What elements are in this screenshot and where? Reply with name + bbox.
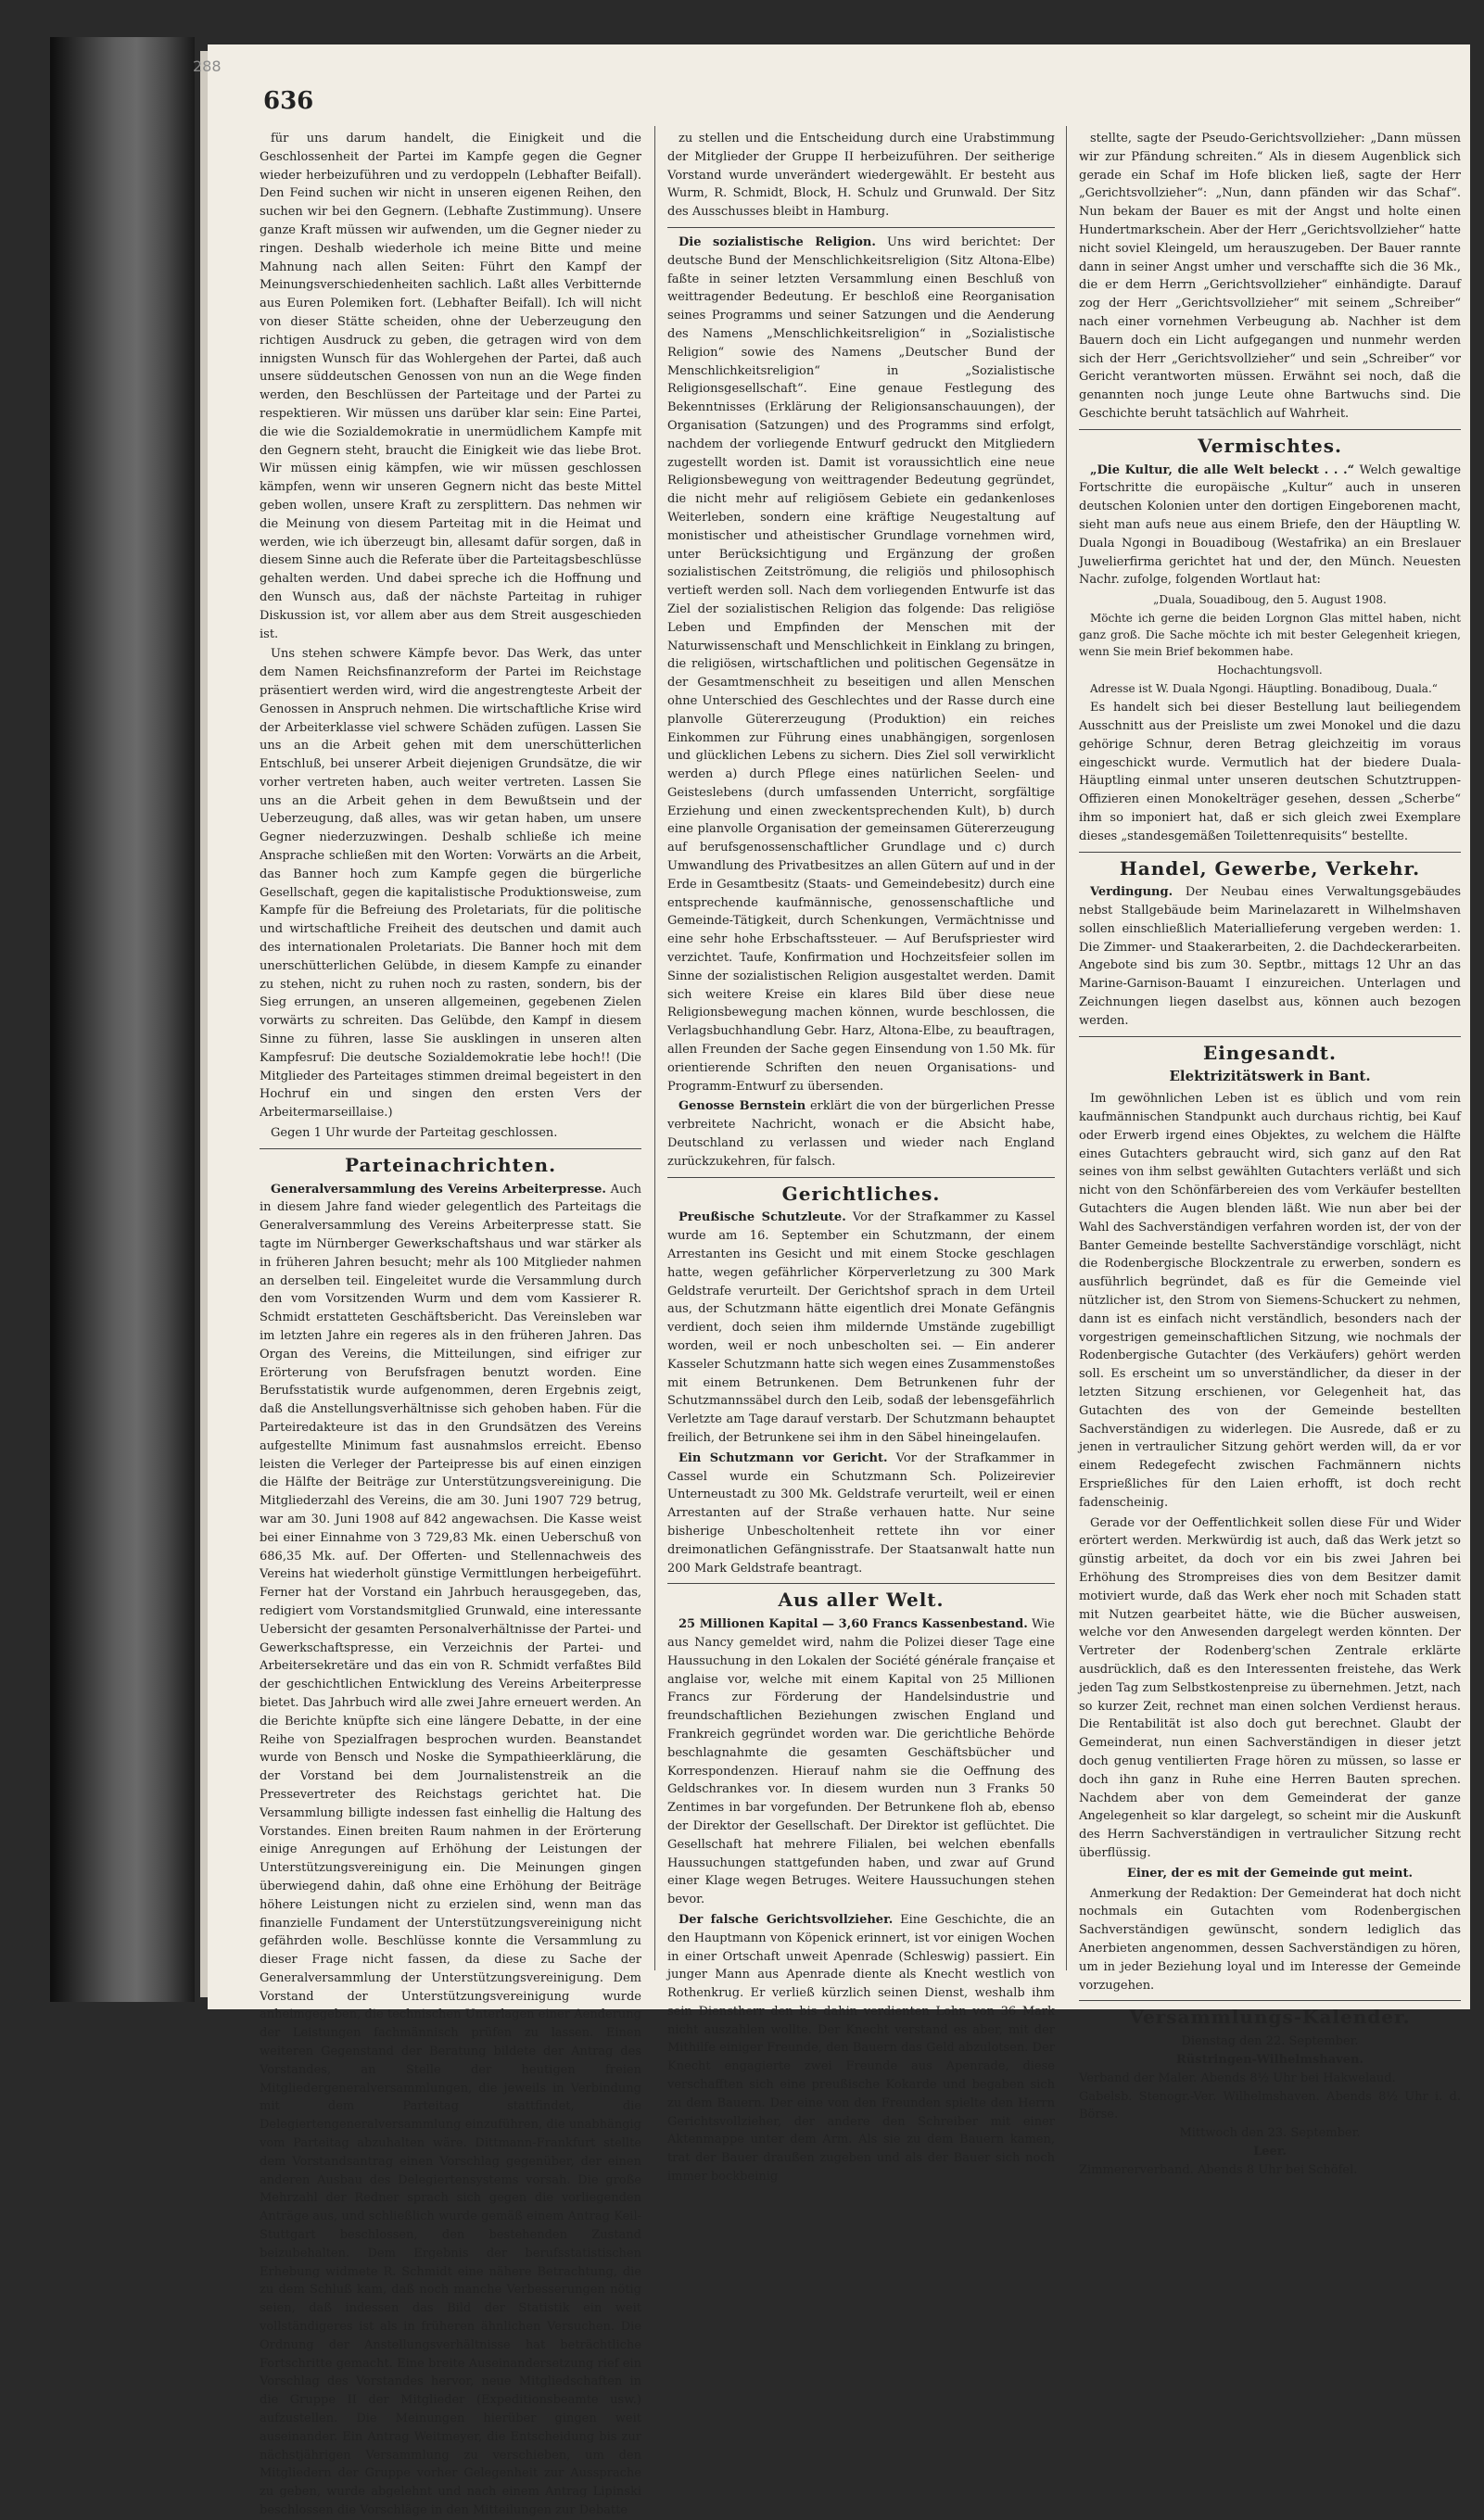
divider xyxy=(667,227,1055,228)
section-heading: Eingesandt. xyxy=(1202,1041,1338,1064)
paragraph: Im gewöhnlichen Leben ist es üblich und vom rein kaufmännischen Standpunkt auch durchaus richtig, bei Kauf oder Erwerb irgend eines Objektes, zu welchem die Hälfte eines Gutachters gebraucht wird, sich ganz auf den Rat seines von ihm selbst gewählten Gutachters verläßt und sich nicht von den Schönfärbereien des vom Verkäufer bestellten Gutachters die Augen blenden läßt. Wie nun aber bei der Wahl des Sachverständigen verfahren worden ist, der von der Banter Gemeinde bestellte Sachverständige vorschlägt, nicht die Rodenbergische Blockzentrale zu erwerben, sondern es ausführlich begründet, daß es für die Gemeinde viel nützlicher ist, den Strom von Siemens-Schuckert zu nehmen, dann ist es einfach nicht verständlich, besonders nach der vorgestrigen gemeinschaftlichen Sitzung, wie nochmals der Rodenbergische Gutachter (des Verkäufers) gehört werden soll. Es erscheint um so unverständlicher, da dieser in der letzten Sitzung erschienen, vor Gelegenheit hat, das Gutachten des von der Gemeinde bestellten Sachverständigen zu widerlegen. Die Ausrede, daß er zu jenen in vertraulicher Sitzung gehört werden will, da er vor einem Redegefecht zwischen Fachmännern nichts Ersprießliches für den Laien erhofft, ist doch recht fadenscheinig. xyxy=(1079,1092,1461,1510)
article-lead: „Die Kultur, die alle Welt beleckt . . .“ xyxy=(1090,462,1355,477)
column-rule xyxy=(1066,126,1067,1970)
paragraph: Eine Geschichte, die an den Hauptmann von Köpenick erinnert, ist vor einigen Wochen in einer Ortschaft unweit Apenrade (Schleswig) passiert. Ein junger Mann aus Apenrade diente als Knecht westlich von Rothenkrug. Er verließ kürzlich seinen Dienst, weshalb ihm sein Dienstherr den bis dahin verdienten Lohn von 36 Mark nicht auszahlen wollte. Der Knecht verstand es aber, mit der Mithilfe einiger Freunde, den Bauern das Geld abzulotsen. Der Knecht engagierte zwei Freunde aus Apenrade, diese verschafften sich eine preußische Kokarde und begaben sich zu dem Bauern. Der eine von den Freunden spielte den Herrn Gerichtsvollzieher, der andere den Schreiber mit einer Aktenmappe unter dem Arm. Als sie zu dem Bauern kamen, trat der Bauer draußen zugeben und als der Bauer sich noch immer bockbeinig xyxy=(667,1912,1055,2184)
section-heading: Handel, Gewerbe, Verkehr. xyxy=(1119,856,1421,880)
book-spine xyxy=(50,37,195,2002)
divider xyxy=(1079,2000,1461,2001)
article-lead: 25 Millionen Kapital — 3,60 Francs Kassenbestand. xyxy=(679,1617,1028,1632)
column-2 xyxy=(667,130,1055,2184)
column-rule xyxy=(654,126,655,1970)
calendar xyxy=(1079,2032,1461,2179)
article-lead: Ein Schutzmann vor Gericht. xyxy=(679,1450,888,1465)
paragraph: Gegen 1 Uhr wurde der Parteitag geschlossen. xyxy=(271,1126,558,1141)
paragraph: Vor der Strafkammer zu Kassel wurde am 16. September ein Schutzmann, der einem Arrestanten ins Gesicht und mit einem Stocke geschlagen hatte, wegen gefährlicher Körperverletzung zu 300 Mark Geldstrafe verurteilt. Der Gerichtshof sprach in dem Urteil aus, der Schutzmann hätte eigentlich drei Monate Gefängnis verdient, doch seien ihm mildernde Umstände zugebilligt worden, weil er noch unbescholten sei. — Ein anderer Kasseler Schutzmann hatte sich wegen eines Zusammenstoßes mit einem Betrunkenen. Dem Betrunkenen fuhr der Schutzmannssäbel durch den Leib, sodaß der lebensgefährlich Verletzte am Tage darauf verstarb. Der Schutzmann behauptet freilich, der Betrunkene sei ihm in den Säbel hineingelaufen. xyxy=(667,1210,1055,1445)
paragraph: zu stellen und die Entscheidung durch eine Urabstimmung der Mitglieder der Gruppe II herbeizuführen. Der seitherige Vorstand wurde unverändert wiedergewählt. Er besteht aus Wurm, R. Schmidt, Block, H. Schulz und Grunwald. Der Sitz des Ausschusses bleibt in Hamburg. xyxy=(667,132,1055,220)
divider xyxy=(667,1583,1055,1584)
article-subheading: Elektrizitätswerk in Bant. xyxy=(1169,1068,1371,1085)
calendar-entry: Verband der Maler. Abends 8½ Uhr bei Hakwelaud. xyxy=(1079,2070,1396,2085)
article-lead: Generalversammlung des Vereins Arbeiterpresse. xyxy=(271,1182,606,1197)
paragraph: erklärt die von der bürgerlichen Presse verbreitete Nachricht, wonach er die Absicht habe, Deutschland zu verlassen und wieder nach England zurückzukehren, für falsch. xyxy=(667,1099,1055,1169)
letter-address: Adresse ist W. Duala Ngongi. Häuptling. Bonadiboug, Duala.“ xyxy=(1090,682,1438,696)
divider xyxy=(667,1177,1055,1178)
calendar-place: Leer. xyxy=(1253,2144,1287,2159)
column-1 xyxy=(260,130,641,2517)
paragraph: Der Neubau eines Verwaltungsgebäudes nebst Stallgebäude beim Marinelazarett in Wilhelmshaven sollen einschließlich Materiallieferung vergeben werden: 1. Die Zimmer- und Staakerarbeiten, 2. die Dachdeckerarbeiten. Angebote sind bis zum 30. Septbr., mittags 12 Uhr an das Marine-Garnison-Bauamt I einzureichen. Unterlagen und Zeichnungen liegen daselbst aus, können auch bezogen werden. xyxy=(1079,885,1461,1028)
section-heading: Aus aller Welt. xyxy=(778,1589,945,1612)
divider xyxy=(260,1148,641,1149)
divider xyxy=(1079,852,1461,853)
letter-date: „Duala, Souadiboug, den 5. August 1908. xyxy=(1153,593,1387,607)
signature: Einer, der es mit der Gemeinde gut meint. xyxy=(1126,1866,1414,1881)
article-lead: Die sozialistische Religion. xyxy=(679,234,876,249)
paragraph: Uns wird berichtet: Der deutsche Bund der Menschlichkeitsreligion (Sitz Altona-Elbe) faßte in seiner letzten Versammlung einen Beschluß von weittragender Bedeutung. Er beschloß eine Reorganisation seines Programms und seiner Satzungen und die Aenderung des Namens „Menschlichkeitsreligion“ in „Sozialistische Religion“ sowie des Namens „Deutscher Bund der Menschlichkeitsreligion“ in „Sozialistische Religionsgesellschaft“. Eine genaue Festlegung des Bekenntnisses (Erklärung der Religionsanschauungen), der Organisation (Satzungen) und des Programms sind erfolgt, nachdem der vorliegende Entwurf gedruckt den Mitgliedern zugestellt worden ist. Damit ist voraussichtlich eine neue Religionsbewegung von weittragender Bedeutung gegründet, die nicht mehr auf religiösem Gebiete ein gedankenloses Weiterleben, sondern eine kräftige Neugestaltung auf monistischer und atheistischer Grundlage vornehmen wird, unter Berücksichtigung und Ergänzung der großen sozialistischen Zeitströmung, die religiös und philosophisch vertieft werden soll. Nach dem vorliegenden Entwurfe ist das Ziel der sozialistischen Religion das folgende: Das religiöse Leben und Empfinden der Menschen mit der Naturwissenschaft und Menschlichkeit in Einklang zu bringen, die religiösen, wirtschaftlichen und politischen Gegensätze in der Gesamtmenschheit zu beseitigen und allen Menschen ohne Unterschied des Geschlechtes und der Rasse durch eine planvolle Gütererzeugung (Produktion) ein reiches Einkommen zur Führung eines unabhängigen, sorgenlosen und glücklichen Lebens zu sichern. Dies Ziel soll verwirklicht werden a) durch Pflege eines natürlichen Seelen- und Geisteslebens (durch umfassenden Unterricht, sorgfältige Erziehung und einen zweckentsprechenden Kult), b) durch eine planvolle Organisation der gemeinsamen Gütererzeugung auf berufsgenossenschaftlicher Grundlage und c) durch Umwandlung des Privatbesitzes an allen Gütern auf und in der Erde in Gesamtbesitz (Staats- und Gemeindebesitz) durch eine entsprechende kaufmännische, genossenschaftliche und Gemeinde-Tätigkeit, durch Schenkungen, Vermächtnisse und eine sehr hohe Erbschaftssteuer. — Auf Berufspriester wird verzichtet. Taufe, Konfirmation und Hochzeitsfeier sollen im Sinne der sozialistischen Religion ausgestaltet werden. Damit sich weitere Kreise ein klares Bild über diese neue Religionsbewegung machen können, wurde beschlossen, die Verlagsbuchhandlung Gebr. Harz, Altona-Elbe, zu beauftragen, allen Freunden der Sache gegen Einsendung von 1.50 Mk. für orientierende Schriften den neuen Organisations- und Programm-Entwurf zu übersenden. xyxy=(667,234,1055,1094)
paragraph: für uns darum handelt, die Einigkeit und die Geschlossenheit der Partei im Kampfe gegen die Gegner wieder herbeizuführen und zu verdoppeln (Lebhafter Beifall). Den Feind suchen wir nicht in unseren eigenen Reihen, den suchen wir bei den Gegnern. (Lebhafte Zustimmung). Unsere ganze Kraft müssen wir aufwenden, um die Gegner nieder zu ringen. Deshalb wiederhole ich meine Bitte und meine Mahnung nach allen Seiten: Führt den Kampf der Meinungsverschiedenheiten sachlich. Laßt alles Verbitternde aus Euren Polemiken fort. (Lebhafter Beifall). Ich will nicht von dieser Stätte scheiden, ohne der Ueberzeugung den richtigen Ausdruck zu geben, die getragen wird von dem innigsten Wunsch für das Wohlergehen der Partei, daß auch unsere süddeutschen Genossen von nun an die Wege finden werden, den Beschlüssen der Parteitage und der Partei zu respektieren. Wir müssen uns darüber klar sein: Eine Partei, die wie die Sozialdemokratie in unermüdlichem Kampfe mit den Gegnern steht, braucht die Einigkeit wie das liebe Brot. Wir müssen einig kämpfen, wie wir müssen geschlossen kämpfen, wenn wir unseren Gegnern nicht das beste Mittel geben wollen, unsere Kraft zu zersplittern. Das nehmen wir die Meinung von diesem Parteitag mit in die Heimat und werden, wie ich überzeugt bin, allesamt dafür sorgen, daß in diesem Sinne auch die Referate über die Parteitagsbeschlüsse gehalten werden. Und dabei spreche ich die Hoffnung und den Wunsch aus, daß der nächste Parteitag in ruhiger Diskussion ist, vor allem aber aus dem Streit ausgeschieden ist. xyxy=(260,132,641,641)
divider xyxy=(1079,429,1461,430)
paragraph: Uns stehen schwere Kämpfe bevor. Das Werk, das unter dem Namen Reichsfinanzreform der Partei im Reichstage präsentiert werden wird, wird die angestrengteste Arbeit der Genossen in Anspruch nehmen. Die wirtschaftliche Krise wird der Arbeiterklasse viel schwere Schäden zufügen. Lassen Sie uns an die Arbeit gehen mit dem unerschütterlichen Entschluß, bei unserer Arbeit diejenigen Grundsätze, die wir vorher vertreten haben, auch weiter vertreten. Lassen Sie uns an die Arbeit gehen in dem Bewußtsein und der Ueberzeugung, daß alles, was wir getan haben, um unsere Gegner niederzuzwingen. Deshalb schließe ich meine Ansprache schließen mit den Worten: Vorwärts an die Arbeit, das Banner hoch zum Kampfe gegen die bürgerliche Gesellschaft, gegen die kapitalistische Produktionsweise, zum Kampfe für die Befreiung des Proletariats, für die politische und wirtschaftliche Freiheit des deutschen und damit auch des internationalen Proletariats. Die Banner hoch mit dem unerschütterlichen Gelübde, in diesem Kampfe zu einander zu stehen, nicht zu ruhen noch zu rasten, sondern, bis der Sieg errungen, an unseren allgemeinen, gegebenen Zielen vorwärts zu schreiten. Das Gelübde, den Kampf in diesem Sinne zu führen, lasse Sie ausklingen in unseren alten Kampfesruf: Die deutsche Sozialdemokratie lebe hoch!! (Die Mitglieder des Parteitages stimmen dreimal begeistert in den Hochruf ein und singen den ersten Vers der Arbeitermarseillaise.) xyxy=(260,647,641,1121)
section-heading: Versammlungs-Kalender. xyxy=(1129,2006,1411,2029)
paragraph: Es handelt sich bei dieser Bestellung laut beiliegendem Ausschnitt aus der Preisliste um zwei Monokel und die dazu gehörige Schnur, deren Betrag gleichzeitig im voraus eingeschickt wurde. Vermutlich hat der biedere Duala-Häuptling einmal unter unseren deutschen Schutztruppen-Offizieren einen Monokelträger gesehen, dessen „Scherbe“ ihm so imponiert hat, daß er sich gleich zwei Exemplare dieses „standesgemäßen Toilettenrequisits“ bestellte. xyxy=(1079,701,1461,843)
paragraph: Gerade vor der Oeffentlichkeit sollen diese Für und Wider erörtert werden. Merkwürdig ist auch, daß das Werk jetzt so günstig arbeitet, da doch vor ein bis zwei Jahren bei Erhöhung des Strompreises dies von dem Besitzer damit motiviert wurde, daß das Werk eher noch mit Schaden statt mit Nutzen gearbeitet hätte, wie die Bücher ausweisen, welche vor den Anwesenden dargelegt werden könnten. Der Vertreter der Rodenberg'schen Zentrale erklärte ausdrücklich, daß es den Interessenten freistehe, das Werk jeden Tag zum Selbstkostenpreise zu übernehmen. Jetzt, nach so kurzer Zeit, rechnet man einen solchen Verdienst heraus. Die Rentabilität ist also doch gut berechnet. Glaubt der Gemeinderat, nun einen Sachverständigen in dieser jetzt doch genug ventilierten Frage hören zu müssen, so lasse er doch ihn ganz in Ruhe eine Herren Bauten sprechen. Nachdem aber von dem Gemeinderat der ganze Angelegenheit so klar dargelegt, so scheint mir die Auskunft des Herrn Sachverständigen in vertraulicher Sitzung recht überflüssig. xyxy=(1079,1515,1461,1860)
editor-note: Anmerkung der Redaktion: Der Gemeinderat hat doch nicht nochmals ein Gutachten vom Rodenbergischen Sachverständigen gewünscht, sondern lediglich das Anerbieten angenommen, dessen Sachverständigen zu hören, um in jeder Beziehung loyal und im Interesse der Gemeinde vorzugehen. xyxy=(1079,1886,1461,1993)
calendar-place: Rüstringen-Wilhelmshaven. xyxy=(1176,2052,1364,2067)
article-lead: Genosse Bernstein xyxy=(679,1099,806,1114)
calendar-entry: Gabelsb. Stenogr.-Ver. Wilhelmshaven. Abends 8½ Uhr i. d. Börse. xyxy=(1079,2089,1461,2122)
page-number: 636 xyxy=(263,87,314,115)
calendar-date: Mittwoch den 23. September. xyxy=(1179,2126,1361,2141)
newspaper-page xyxy=(193,44,1470,2517)
article-lead: Der falsche Gerichtsvollzieher. xyxy=(679,1912,894,1927)
calendar-date: Dienstag den 22. September. xyxy=(1181,2034,1359,2049)
pencil-mark: 288 xyxy=(193,57,222,75)
section-heading: Parteinachrichten. xyxy=(344,1153,557,1176)
section-heading: Vermischtes. xyxy=(1198,434,1342,457)
article-lead: Verdingung. xyxy=(1090,885,1173,900)
divider xyxy=(1079,1036,1461,1037)
calendar-entry: Zimmererverband. Abends 8 Uhr bei Schöfel. xyxy=(1079,2162,1358,2177)
column-3 xyxy=(1079,130,1462,2177)
section-heading: Gerichtliches. xyxy=(781,1182,941,1205)
article-lead: Preußische Schutzleute. xyxy=(679,1210,846,1225)
paragraph: Vor der Strafkammer in Cassel wurde ein Schutzmann Sch. Polizeirevier Unterneustadt zu 300 Mk. Geldstrafe verurteilt, weil er einen Arrestanten auf der Straße verhauen hatte. Nur seine bisherige Unbescholtenheit rettete ihn vor einer dreimonatlichen Gefängnisstrafe. Der Staatsanwalt hatte nun 200 Mark Geldstrafe beantragt. xyxy=(667,1450,1055,1576)
paragraph: Wie aus Nancy gemeldet wird, nahm die Polizei dieser Tage eine Haussuchung in den Lokalen der Société générale française et anglaise vor, welche mit einem Kapital von 25 Millionen Francs zur Förderung der Handelsindustrie und freundschaftlichen Beziehungen zwischen England und Frankreich gegründet worden war. Die gerichtliche Behörde beschlagnahmte die gesamten Geschäftsbücher und Korrespondenzen. Hierauf nahm sie die Oeffnung des Geldschrankes vor. In diesem wurden nun 3 Franks 50 Zentimes in bar vorgefunden. Der Betrunkene floh ab, ebenso der Direktor der Gesellschaft. Der Direktor ist geflüchtet. Die Gesellschaft hat mehrere Filialen, bei welchen ebenfalls Haussuchungen stattgefunden haben, und zwar auf Grund einer Klage wegen Betruges. Weitere Haussuchungen stehen bevor. xyxy=(667,1617,1055,1907)
paragraph: stellte, sagte der Pseudo-Gerichtsvollzieher: „Dann müssen wir zur Pfändung schreiten.“ Als in diesem Augenblick sich gerade ein Schaf im Hofe blicken ließ, sagte der Herr „Gerichtsvollzieher“: „Nun, dann pfänden wir das Schaf“. Nun bekam der Bauer es mit der Angst und holte einen Hundertmarkschein. Aber der Herr „Gerichtsvollzieher“ hatte nicht soviel Kleingeld, um herauszugeben. Der Bauer rannte dann in seiner Angst umher und verschaffte sich die 36 Mk., die er dem Herrn „Gerichtsvollzieher“ einhändigte. Darauf zog der Herr „Gerichtsvollzieher“ mit seinem „Schreiber“ nach einer vornehmen Verbeugung ab. Nachher ist dem Bauern doch ein Licht aufgegangen und nunmehr werden sich der Herr „Gerichtsvollzieher“ und sein „Schreiber“ vor Gericht verantworten müssen. Erwähnt sei noch, daß die genannten noch junge Leute ohne Bartwuchs sind. Die Geschichte beruht tatsächlich auf Wahrheit. xyxy=(1079,132,1461,421)
paragraph: Auch in diesem Jahre fand wieder gelegentlich des Parteitags die Generalversammlung des Vereins Arbeiterpresse statt. Sie tagte im Nürnberger Gewerkschaftshaus und war stärker als in früheren Jahren besucht; mehr als 100 Mitglieder nahmen an derselben teil. Eingeleitet wurde die Versammlung durch den vom Vorsitzenden Wurm und dem vom Kassierer R. Schmidt erstatteten Geschäftsbericht. Das Vereinsleben war im letzten Jahre ein regeres als in den früheren Jahren. Das Organ des Vereins, die Mitteilungen, sind eifriger zur Erörterung von Berufsfragen benutzt worden. Eine Berufsstatistik wurde aufgenommen, deren Ergebnis zeigt, daß die Anstellungsverhältnisse sich gehoben haben. Für die Parteiredakteure ist das in den Grundsätzen des Vereins aufgestellte Minimum fast ausnahmslos erreicht. Ebenso leisten die Verleger der Parteipresse bis auf einen einzigen die Hälfte der Beiträge zur Unterstützungsvereinigung. Die Mitgliederzahl des Vereins, die am 30. Juni 1907 729 betrug, war am 30. Juni 1908 auf 842 angewachsen. Die Kasse weist bei einer Einnahme von 3 729,83 Mk. einen Ueberschuß von 686,35 Mk. auf. Der Offerten- und Stellennachweis des Vereins hat wiederholt günstige Vermittlungen herbeigeführt. Ferner hat der Vorstand ein Jahrbuch herausgegeben, das, redigiert vom Vorstandsmitglied Grunwald, eine interessante Uebersicht der gesamten Personalverhältnisse der Partei- und Gewerkschaftspresse, ein Verzeichnis der Partei- und Arbeitersekretäre und das ein von R. Schmidt verfaßtes Bild der geschichtlichen Entwicklung des Vereins Arbeiterpresse bietet. Das Jahrbuch wird alle zwei Jahre erneuert werden. An die Berichte knüpfte sich eine längere Debatte, in der eine Reihe von Spezialfragen besprochen wurden. Beanstandet wurde von Bensch und Noske die Sympathieerklärung, die der Vorstand bei dem Journalistenstreik an die Pressevertreter des Reichstags gerichtet hat. Die Versammlung billigte indessen fast einhellig die Haltung des Vorstandes. Einen breiten Raum nahmen in der Erörterung einige Anregungen auf Erhöhung der Leistungen der Unterstützungsvereinigung ein. Die Meinungen gingen überwiegend dahin, daß ohne eine Erhöhung der Beiträge höhere Leistungen nicht zu erzielen sind, wenn man das finanzielle Fundament der Unterstützungsvereinigung nicht gefährden wolle. Beschlüsse konnte die Versammlung zu dieser Frage nicht fassen, da diese zu Sache der Generalversammlung der Unterstützungsvereinigung. Dem Vorstand der Unterstützungsvereinigung wurde anheimgegeben, die technischen Unterlagen einer Aenderung der Leistungen fachmännisch prüfen zu lassen. Einen weiteren Gegenstand der Beratung bildete der Antrag des Vorstandes, an Stelle der heutigen freien Mitgliedergeneralversammlungen, die jeweils in Verbindung mit dem Parteitag stattfindet, die Delegiertengeneralversammlung einzuführen, die unabhängig vom Parteitag abzuhalten wäre. Dittmann-Frankfurt stellte dem Vorstandsantrag einen Vorschlag gegenüber, der einen anderen Ausbau des Delegiertensystems vorsah. Die große Mehrzahl der Redner sprach sich gegen die vorliegenden Anträge aus, und schließlich wurde gemäß einem Antrag Keil-Stuttgart beschlossen, den bestehenden Zustand beizubehalten. Dem Ergebnis der berufsstatistischen Erhebung widmete R. Schmidt eine nähere Betrachtung, die zu dem Schluß kam, daß noch manche Verbesserungen nötig seien, daß indessen das Bild der Statistik ein weit vollständigeres ist als in früheren ähnlichen Versuchen. Die Ordnung der Anstellungsverhältnisse hat beträchtliche Fortschritte gemacht. Eine breite Auseinandersetzung rief ein Vorschlag des Vorstandes hervor, neue Mitgliedschaften in die Gruppe II der Mitglieder (Expeditionsbeamte usw.) aufzustellen. Die Meinungen hierüber gingen weit auseinander. Ein Antrag Weitmeyer, die Entscheidung bis zur nächstjährigen Versammlung zu verschieben, um den Mitgliedern der Gruppe vorher Gelegenheit zur Aussprache zu geben, wurde abgelehnt und nach einem Antrag Lipinski beschlossen die Vorschläge in den Mitteilungen zur Debatte xyxy=(260,1182,641,2517)
paragraph: Welch gewaltige Fortschritte die europäische „Kultur“ auch in unseren deutschen Kolonien unter den dortigen Eingeborenen macht, sieht man aufs neue aus einem Briefe, den der Häuptling W. Duala Ngongi in Bouadiboug (Westafrika) an ein Breslauer Juwelierfirma gerichtet hat und der, den Münch. Neuesten Nachr. zufolge, folgenden Wortlaut hat: xyxy=(1079,462,1462,588)
letter-body: Möchte ich gerne die beiden Lorgnon Glas mittel haben, nicht ganz groß. Die Sache möchte ich mit bester Gelegenheit kriegen, wenn Sie mein Brief bekommen habe. xyxy=(1079,612,1461,659)
letter-closing: Hochachtungsvoll. xyxy=(1217,664,1323,677)
